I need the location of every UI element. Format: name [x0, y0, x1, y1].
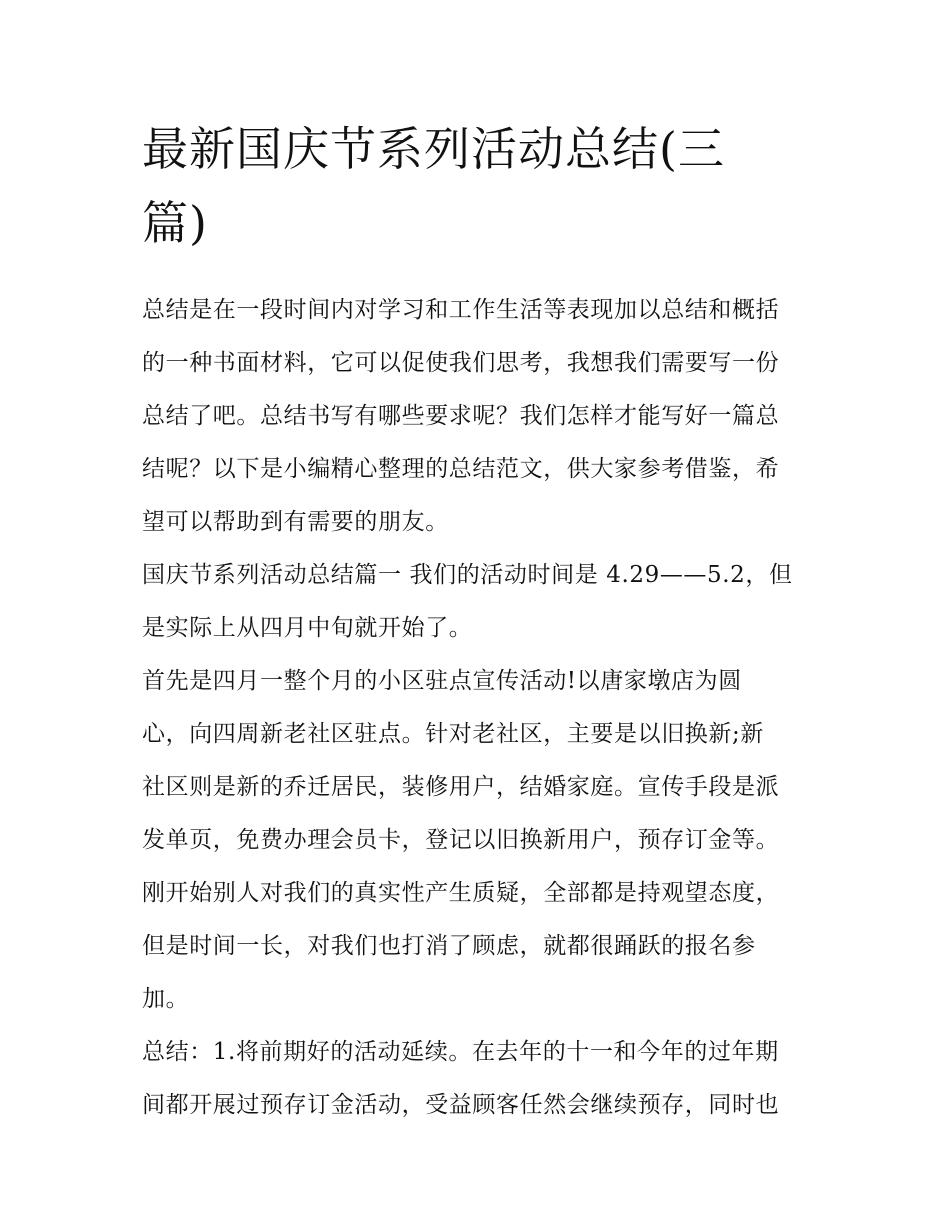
- text-line: 国庆节系列活动总结篇一 我们的活动时间是 4.29——5.2，但: [142, 562, 793, 588]
- title-line: 篇): [142, 196, 208, 250]
- document-content: [142, 112, 812, 1132]
- text-line: 是实际上从四月中旬就开始了。: [142, 615, 473, 641]
- title-line: 最新国庆节系列活动总结(三: [142, 122, 725, 176]
- text-line: 总结是在一段时间内对学习和工作生活等表现加以总结和概括: [142, 297, 780, 323]
- text-line: 社区则是新的乔迁居民，装修用户，结婚家庭。宣传手段是派: [142, 774, 780, 800]
- text-line: 结呢？以下是小编精心整理的总结范文，供大家参考借鉴，希: [142, 456, 780, 482]
- text-line: 首先是四月一整个月的小区驻点宣传活动!以唐家墩店为圆: [142, 668, 742, 694]
- text-line: 的一种书面材料，它可以促使我们思考，我想我们需要写一份: [142, 350, 780, 376]
- text-line: 心，向四周新老社区驻点。针对老社区，主要是以旧换新;新: [142, 721, 764, 747]
- text-line: 望可以帮助到有需要的朋友。: [142, 509, 449, 535]
- text-line: 总结了吧。总结书写有哪些要求呢？我们怎样才能写好一篇总: [142, 403, 780, 429]
- section-one-paragraph: [142, 549, 812, 655]
- text-line: 加。: [142, 986, 190, 1012]
- text-line: 发单页，免费办理会员卡，登记以旧换新用户，预存订金等。: [142, 827, 780, 853]
- text-line: 刚开始别人对我们的真实性产生质疑，全部都是持观望态度，: [142, 880, 780, 906]
- document-title: [142, 112, 812, 260]
- document-body: [142, 284, 812, 1132]
- text-line: 但是时间一长，对我们也打消了顾虑，就都很踊跃的报名参: [142, 933, 756, 959]
- promotion-paragraph: [142, 655, 812, 1026]
- intro-paragraph: [142, 284, 812, 549]
- text-line: 总结：1.将前期好的活动延续。在去年的十一和今年的过年期: [142, 1039, 779, 1065]
- text-line: 间都开展过预存订金活动，受益顾客任然会继续预存，同时也: [142, 1092, 780, 1118]
- summary-paragraph: [142, 1026, 812, 1132]
